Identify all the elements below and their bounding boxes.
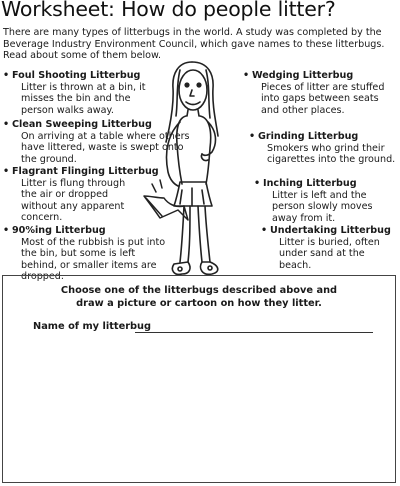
intro-paragraph: There are many types of litterbugs in the world. A study was completed by the Beverage Industry Environment Council, which gave names to these litterbugs. Read about some of them below. (3, 27, 385, 62)
worksheet-title: Worksheet: How do people litter? (1, 0, 336, 21)
bullet: • (3, 166, 10, 177)
bullet: • (3, 70, 10, 81)
litterbug-wedging (243, 70, 398, 116)
bullet: • (261, 225, 268, 236)
litterbug-description: Smokers who grind their cigarettes into the ground. (267, 142, 396, 166)
bullet: • (254, 178, 261, 189)
litterbug-description: Litter is flung through the air or dropped without any apparent concern. (21, 177, 126, 224)
litterbug-name: Foul Shooting Litterbug (12, 70, 141, 81)
litterbug-person-illustration (120, 56, 268, 286)
litterbug-name-input-line[interactable] (135, 332, 373, 333)
bullet: • (243, 70, 250, 81)
litterbug-name: Grinding Litterbug (258, 131, 359, 142)
flung-litter-illustration (138, 178, 192, 226)
litterbug-grinding (249, 131, 398, 166)
bullet: • (3, 225, 10, 236)
litterbug-name-label: Name of my litterbug (33, 321, 152, 332)
litterbug-name: Undertaking Litterbug (270, 225, 391, 236)
litterbug-description: Most of the rubbish is put into the bin, but some is left behind, or smaller items are dropped. (21, 236, 166, 283)
litterbug-undertaking (261, 225, 398, 271)
litterbug-description: On arriving at a table where others have littered, waste is swept onto the ground. (21, 130, 190, 165)
litterbug-inching (254, 178, 398, 224)
litterbug-description: Pieces of litter are stuffed into gaps between seats and other places. (261, 81, 385, 116)
bullet: • (249, 131, 256, 142)
task-instruction-line: Choose one of the litterbugs described above and (60, 285, 338, 296)
bullet: • (3, 119, 10, 130)
drawing-area[interactable] (2, 275, 396, 483)
litterbug-name: Wedging Litterbug (252, 70, 354, 81)
task-instructions (3, 284, 395, 310)
litterbug-description: Litter is thrown at a bin, it misses the bin and the person walks away. (21, 81, 146, 116)
litterbug-name: Flagrant Flinging Litterbug (12, 166, 159, 177)
litterbug-description: Litter is buried, often under sand at the beach. (279, 236, 380, 271)
litterbug-flagrant-flinging (3, 166, 159, 224)
task-instruction-line: draw a picture or cartoon on how they litter. (76, 298, 322, 309)
litterbug-name: Clean Sweeping Litterbug (12, 119, 152, 130)
litterbug-name: Inching Litterbug (263, 178, 357, 189)
litterbug-description: Litter is left and the person slowly moves away from it. (272, 189, 373, 224)
litterbug-name: 90%ing Litterbug (12, 225, 106, 236)
